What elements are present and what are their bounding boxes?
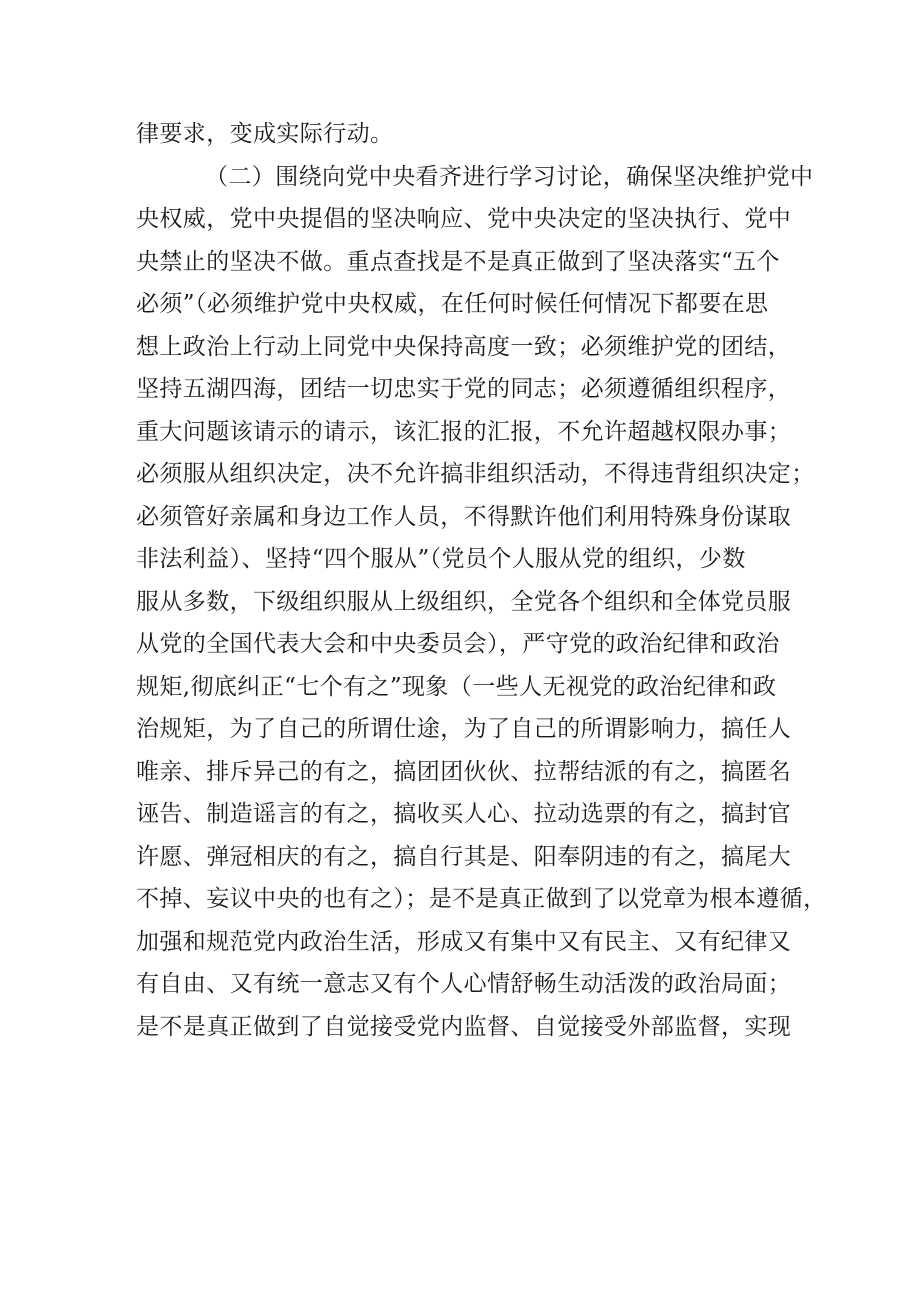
text-line: 服从多数，下级组织服从上级组织，全党各个组织和全体党员服 [136, 588, 792, 615]
text-line: 非法利益）、坚持“四个服从”（党员个人服从党的组织，少数 [136, 546, 746, 572]
text-line: 加强和规范党内政治生活，形成又有集中又有民主、又有纪律又 [136, 928, 792, 955]
text-line: 不掉、妄议中央的也有之）；是不是真正做到了以党章为根本遵循， [136, 886, 827, 912]
text-line: 必须”（必须维护党中央权威，在任何时候任何情况下都要在思 [136, 291, 769, 317]
text-line: 想上政治上行动上同党中央保持高度一致；必须维护党的团结， [136, 333, 792, 360]
text-line: 央禁止的坚决不做。重点查找是不是真正做到了坚决落实“五个 [136, 248, 780, 275]
text-line: 是不是真正做到了自觉接受党内监督、自觉接受外部监督，实现 [136, 1013, 792, 1040]
text-line: 央权威，党中央提倡的坚决响应、党中央决定的坚决执行、党中 [136, 206, 792, 232]
body-text [136, 113, 827, 1048]
text-line: 有自由、又有统一意志又有个人心情舒畅生动活泼的政治局面； [136, 971, 792, 997]
text-line: 诬告、制造谣言的有之，搞收买人心、拉动选票的有之，搞封官 [136, 801, 792, 827]
paragraph-first-line: （二）围绕向党中央看齐进行学习讨论，确保坚决维护党中 [205, 163, 814, 190]
text-line: 从党的全国代表大会和中央委员会），严守党的政治纪律和政治 [136, 631, 780, 657]
text-line: 重大问题该请示的请示，该汇报的汇报，不允许超越权限办事； [136, 418, 792, 445]
text-line: 必须服从组织决定，决不允许搞非组织活动，不得违背组织决定； [136, 461, 815, 487]
text-line: 唯亲、排斥异己的有之，搞团团伙伙、拉帮结派的有之，搞匿名 [136, 758, 792, 785]
text-line: 律要求，变成实际行动。 [136, 121, 394, 147]
text-line: 规矩,彻底纠正“七个有之”现象（一些人无视党的政治纪律和政 [136, 673, 777, 700]
text-line: 许愿、弹冠相庆的有之，搞自行其是、阳奉阴违的有之，搞尾大 [136, 843, 792, 870]
text-line: 坚持五湖四海，团结一切忠实于党的同志；必须遵循组织程序， [136, 376, 792, 402]
text-line: 治规矩，为了自己的所谓仕途，为了自己的所谓影响力，搞任人 [136, 716, 792, 742]
text-line: 必须管好亲属和身边工作人员，不得默许他们利用特殊身份谋取 [136, 503, 792, 530]
